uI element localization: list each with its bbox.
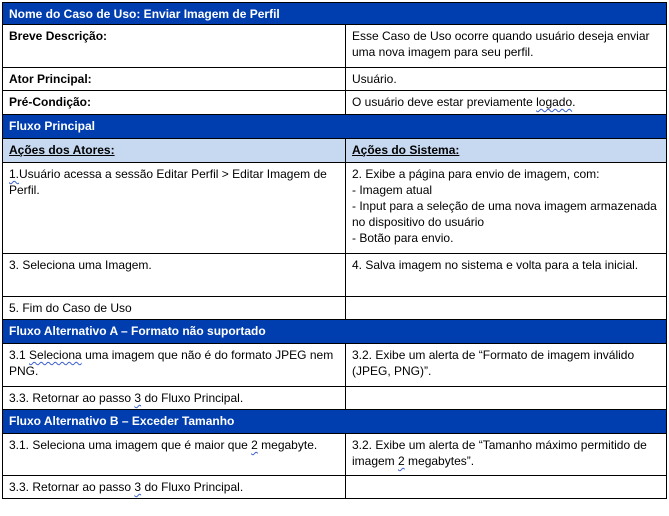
alt-b-system-step-3-2: 3.2. Exibe um alerta de “Tamanho máximo permitido de imagem 2 megabytes”. — [352, 438, 647, 468]
description-label: Breve Descrição: — [3, 25, 346, 67]
use-case-table — [2, 2, 667, 499]
alt-flow-b-row-2 — [2, 476, 667, 499]
alt-flow-a-row-1 — [2, 344, 667, 387]
alt-flow-a-title: Fluxo Alternativo A – Formato não suportado — [3, 320, 666, 343]
precondition-label: Pré-Condição: — [3, 91, 346, 114]
description-row — [2, 25, 667, 68]
alt-flow-b-header-row — [2, 410, 667, 434]
alt-flow-a-row-2 — [2, 387, 667, 410]
alt-flow-b-title: Fluxo Alternativo B – Exceder Tamanho — [3, 410, 666, 433]
actor-actions-header: Ações dos Atores: — [3, 139, 346, 162]
alt-a-actor-step-3-3: 3.3. Retornar ao passo 3 do Fluxo Principal. — [3, 387, 346, 409]
alt-flow-a-header-row — [2, 320, 667, 344]
use-case-title: Nome do Caso de Uso: Enviar Imagem de Perfil — [3, 3, 666, 24]
alt-a-actor-step-3-1: 3.1 Seleciona uma imagem que não é do formato JPEG nem PNG. — [3, 344, 346, 386]
main-flow-row-1 — [2, 163, 667, 254]
main-flow-row-2 — [2, 254, 667, 297]
alt-a-system-step-3-2: 3.2. Exibe um alerta de “Formato de imagem inválido (JPEG, PNG)”. — [352, 348, 635, 378]
empty-cell — [346, 476, 666, 498]
actor-value: Usuário. — [352, 72, 397, 86]
title-row — [2, 3, 667, 25]
main-flow-system-step-2: 2. Exibe a página para envio de imagem, com: - Imagem atual - Input para a seleção de uma nova imagem armazenada no dispositivo do usuário - Botão para envio. — [352, 167, 657, 245]
spellcheck-word: logado — [536, 95, 573, 109]
columns-header-row — [2, 139, 667, 163]
main-flow-system-step-4: 4. Salva imagem no sistema e volta para a tela inicial. — [352, 258, 639, 272]
actor-label: Ator Principal: — [3, 68, 346, 90]
alt-b-actor-step-3-1: 3.1. Seleciona uma imagem que é maior que 2 megabyte. — [3, 434, 346, 475]
main-flow-title: Fluxo Principal — [3, 115, 666, 138]
main-flow-row-3 — [2, 297, 667, 320]
empty-cell — [346, 387, 666, 409]
main-flow-actor-step-3: 3. Seleciona uma Imagem. — [3, 254, 346, 296]
alt-b-actor-step-3-3: 3.3. Retornar ao passo 3 do Fluxo Principal. — [3, 476, 346, 498]
main-flow-header-row — [2, 115, 667, 139]
alt-flow-b-row-1 — [2, 434, 667, 476]
actor-row — [2, 68, 667, 91]
main-flow-actor-step-5: 5. Fim do Caso de Uso — [3, 297, 346, 319]
description-value: Esse Caso de Uso ocorre quando usuário deseja enviar uma nova imagem para seu perfil. — [352, 29, 650, 59]
system-actions-header: Ações do Sistema: — [352, 143, 460, 157]
precondition-value: O usuário deve estar previamente logado. — [352, 95, 576, 109]
empty-cell — [346, 297, 666, 319]
precondition-row — [2, 91, 667, 115]
main-flow-actor-step-1: 1.Usuário acessa a sessão Editar Perfil > Editar Imagem de Perfil. — [3, 163, 346, 253]
